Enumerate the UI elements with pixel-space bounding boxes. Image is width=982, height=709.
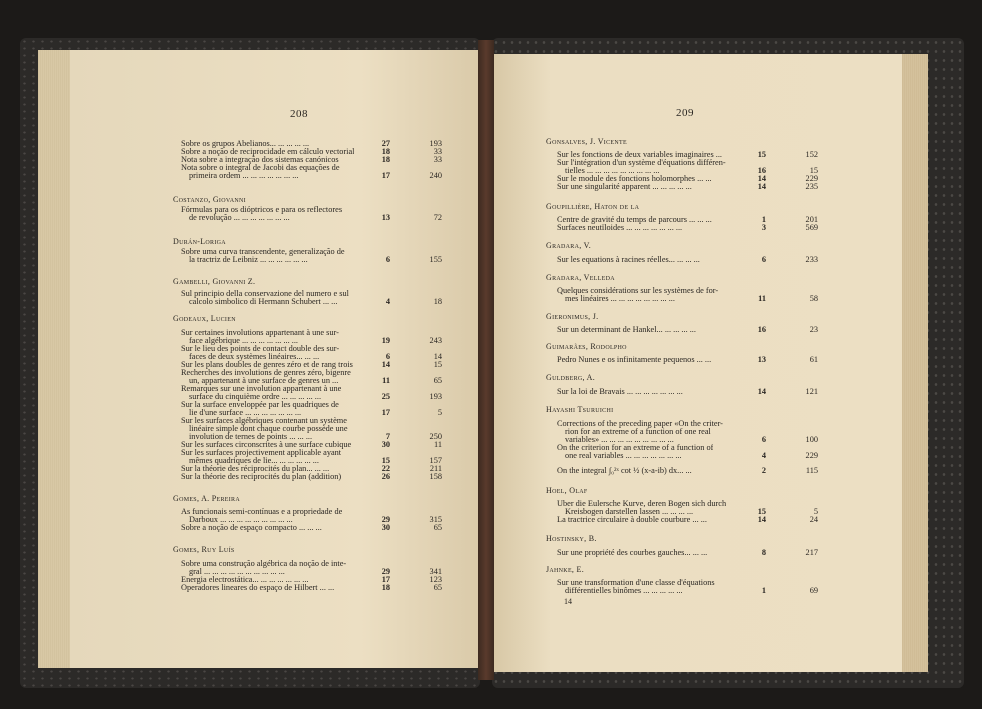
entry-page: 341 bbox=[429, 567, 442, 576]
entry-title: Quelques considérations sur les systèmes de for- bbox=[557, 287, 719, 295]
entry-title: Operadores lineares do espaço de Hilbert ... ... bbox=[181, 584, 335, 592]
entry-title: de revolução ... ... ... ... ... ... ... bbox=[189, 214, 290, 222]
entry-page: 235 bbox=[805, 182, 818, 191]
entry-volume: 4 bbox=[761, 451, 766, 460]
entry-volume: 18 bbox=[381, 583, 390, 592]
author-heading: Jahnke, E. bbox=[546, 565, 584, 574]
entry-title: Fórmulas para os dióptricos e para os reflectores bbox=[181, 206, 343, 214]
author-heading: Gieronimus, J. bbox=[546, 312, 599, 321]
entry-title: Sobre os grupos Abelianos... ... ... ... ... bbox=[181, 140, 310, 148]
entry-volume: 15 bbox=[757, 150, 766, 159]
entry-title: Sur la surface enveloppée par les quadriques de bbox=[181, 401, 339, 409]
entry-title: mes linéaires ... ... ... ... ... ... ... ... bbox=[565, 295, 675, 303]
entry-page: 193 bbox=[429, 139, 442, 148]
entry-volume: 18 bbox=[381, 155, 390, 164]
author-heading: Gradara, Velleda bbox=[546, 273, 615, 282]
entry-page: 72 bbox=[433, 213, 442, 222]
entry-page: 24 bbox=[809, 515, 818, 524]
entry-volume: 6 bbox=[385, 352, 390, 361]
entry-title: Uber die Eulersche Kurve, deren Bogen sich durch bbox=[557, 500, 727, 508]
entry-volume: 19 bbox=[381, 336, 390, 345]
entry-page: 18 bbox=[433, 297, 442, 306]
entry-page: 65 bbox=[433, 376, 442, 385]
entry-title: face algébrique ... ... ... ... ... ... ... bbox=[189, 337, 298, 345]
entry-title: Sur les fonctions de deux variables imaginaires ... bbox=[557, 151, 722, 159]
entry-title: Sobre a noção de espaço compacto ... ... ... bbox=[181, 524, 322, 532]
entry-title: Sobre a noção de reciprocidade em cálculo vectorial bbox=[181, 148, 355, 156]
entry-page: 33 bbox=[433, 147, 442, 156]
entry-volume: 2 bbox=[761, 466, 766, 475]
author-heading: Costanzo, Giovanni bbox=[173, 195, 246, 204]
entry-volume: 16 bbox=[757, 166, 766, 175]
entry-title: Sur les equations à racines réelles... ... ... ... bbox=[557, 256, 700, 264]
entry-title: Sur la théorie des réciprocités du plan... ... ... bbox=[181, 465, 330, 473]
entry-volume: 6 bbox=[761, 435, 766, 444]
author-heading: Guldberg, A. bbox=[546, 373, 596, 382]
index-entry bbox=[0, 356, 982, 365]
entry-volume: 14 bbox=[757, 174, 766, 183]
entry-title: Sur une propriété des courbes gauches... ... ... bbox=[557, 549, 708, 557]
entry-volume: 4 bbox=[385, 297, 390, 306]
entry-title: calcolo simbolico di Hermann Schubert ... ... bbox=[189, 298, 338, 306]
entry-page: 240 bbox=[429, 171, 442, 180]
entry-page: 158 bbox=[429, 472, 442, 481]
entry-page: 229 bbox=[805, 451, 818, 460]
entry-volume: 1 bbox=[761, 586, 766, 595]
index-entry bbox=[0, 516, 982, 525]
entry-title: Corrections of the preceding paper «On the criter- bbox=[557, 420, 723, 428]
entry-title: one real variables ... ... ... ... ... ... ... bbox=[565, 452, 682, 460]
author-heading: Godeaux, Lucien bbox=[173, 314, 236, 323]
author-heading: Gradara, V. bbox=[546, 241, 592, 250]
entry-page: 193 bbox=[429, 392, 442, 401]
entry-page: 123 bbox=[429, 575, 442, 584]
entry-title: Recherches des involutions de genres zéro, bigenre bbox=[181, 369, 351, 377]
entry-title: Darboux ... ... ... ... ... ... ... ... ... bbox=[189, 516, 293, 524]
author-heading: Gomes, Ruy Luís bbox=[173, 545, 235, 554]
entry-title: Energia electrostática... ... ... ... ... ... ... bbox=[181, 576, 309, 584]
entry-title: Sul principio della conservazione del numero e sul bbox=[181, 290, 349, 298]
entry-volume: 15 bbox=[381, 456, 390, 465]
entry-volume: 8 bbox=[761, 548, 766, 557]
entry-volume: 15 bbox=[757, 507, 766, 516]
entry-title: Sur les surfaces algébriques contenant un système bbox=[181, 417, 347, 425]
entry-volume: 6 bbox=[385, 255, 390, 264]
entry-title: On the integral ∫₀²ˣ cot ½ (x-a-ib) dx... ... bbox=[557, 467, 692, 475]
entry-title: tielles ... ... ... ... ... ... ... ... ... bbox=[565, 167, 660, 175]
entry-page: 155 bbox=[429, 255, 442, 264]
author-heading: Gomes, A. Pereira bbox=[173, 494, 240, 503]
entry-title: différentielles binômes ... ... ... ... ... bbox=[565, 587, 683, 595]
entry-title: linéaire simple dont chaque courbe possède une bbox=[189, 425, 348, 433]
entry-volume: 29 bbox=[381, 515, 390, 524]
entry-title: Sobre uma curva transcendente, generalização de bbox=[181, 248, 345, 256]
entry-volume: 13 bbox=[757, 355, 766, 364]
entry-page: 65 bbox=[433, 583, 442, 592]
entry-title: Nota sobre a integração dos sistemas canónicos bbox=[181, 156, 339, 164]
index-entry bbox=[0, 464, 982, 476]
entry-volume: 7 bbox=[385, 432, 390, 441]
entry-title: Remarques sur une involution appartenant à une bbox=[181, 385, 342, 393]
author-heading: Hoel, Olaf bbox=[546, 486, 588, 495]
entry-page: 23 bbox=[809, 325, 818, 334]
entry-volume: 30 bbox=[381, 523, 390, 532]
entry-title: Sur l'intégration d'un système d'équations différen- bbox=[557, 159, 726, 167]
author-heading: Gambelli, Giovanni Z. bbox=[173, 277, 256, 286]
entry-title: Sur les surfaces projectivement applicable ayant bbox=[181, 449, 342, 457]
entry-page: 69 bbox=[809, 586, 818, 595]
entry-title: la tractriz de Leibniz ... ... ... ... ... ... bbox=[189, 256, 308, 264]
right-page-number: 209 bbox=[676, 107, 694, 119]
entry-title: Surfaces neutïloides ... ... ... ... ... ... ... bbox=[557, 224, 683, 232]
entry-volume: 14 bbox=[757, 182, 766, 191]
entry-volume: 17 bbox=[381, 575, 390, 584]
entry-volume: 14 bbox=[381, 360, 390, 369]
entry-page: 15 bbox=[433, 360, 442, 369]
index-entry bbox=[0, 452, 982, 461]
entry-page: 5 bbox=[437, 408, 442, 417]
signature-mark: 14 bbox=[564, 597, 572, 606]
entry-title: Sur la loi de Bravais ... ... ... ... ... ... ... bbox=[557, 388, 683, 396]
entry-page: 58 bbox=[809, 294, 818, 303]
entry-page: 14 bbox=[433, 352, 442, 361]
entry-title: On the criterion for an extreme of a function of bbox=[557, 444, 714, 452]
entry-page: 315 bbox=[429, 515, 442, 524]
entry-page: 15 bbox=[809, 166, 818, 175]
entry-page: 217 bbox=[805, 548, 818, 557]
entry-title: Centre de gravité du temps de parcours ... ... ... bbox=[557, 216, 712, 224]
entry-title: involution de ternes de points ... ... ... bbox=[189, 433, 313, 441]
entry-volume: 25 bbox=[381, 392, 390, 401]
entry-title: Sobre uma construção algébrica da noção de inte- bbox=[181, 560, 347, 568]
entry-title: Sur un determinant de Hankel... ... ... ... ... bbox=[557, 326, 696, 334]
entry-page: 201 bbox=[805, 215, 818, 224]
index-entry bbox=[0, 587, 982, 596]
entry-title: Sur le module des fonctions holomorphes ... ... bbox=[557, 175, 712, 183]
entry-page: 11 bbox=[434, 440, 442, 449]
entry-title: rion for an extreme of a function of one real bbox=[565, 428, 711, 436]
entry-page: 250 bbox=[429, 432, 442, 441]
entry-volume: 13 bbox=[381, 213, 390, 222]
author-heading: Guimarães, Rodolpho bbox=[546, 342, 627, 351]
entry-title: Sur une singularité apparent ... ... ... ... ... bbox=[557, 183, 692, 191]
index-entry bbox=[0, 549, 982, 558]
entry-title: gral ... ... ... ... ... ... ... ... ... ... bbox=[189, 568, 285, 576]
entry-volume: 30 bbox=[381, 440, 390, 449]
entry-page: 65 bbox=[433, 523, 442, 532]
entry-page: 61 bbox=[809, 355, 818, 364]
entry-volume: 18 bbox=[381, 147, 390, 156]
entry-title: Sur les surfaces circonscrites à une surface cubique bbox=[181, 441, 352, 449]
author-heading: Goupillière, Haton de la bbox=[546, 202, 640, 211]
index-entry bbox=[0, 388, 982, 397]
index-entry bbox=[0, 295, 982, 304]
entry-volume: 16 bbox=[757, 325, 766, 334]
entry-page: 115 bbox=[805, 466, 818, 475]
entry-volume: 1 bbox=[761, 215, 766, 224]
entry-title: La tractrice circulaire à double courbure ... ... bbox=[557, 516, 707, 524]
entry-volume: 22 bbox=[381, 464, 390, 473]
entry-volume: 14 bbox=[757, 515, 766, 524]
entry-page: 121 bbox=[805, 387, 818, 396]
entry-title: Kreisbogen darstellen lassen ... ... ... ... bbox=[565, 508, 694, 516]
entry-title: mêmes quadriques de lie... ... ... ... ... ... bbox=[189, 457, 319, 465]
entry-page: 211 bbox=[429, 464, 442, 473]
author-heading: Durán-Loriga bbox=[173, 237, 226, 246]
entry-title: lie d'une surface ... ... ... ... ... ... ... bbox=[189, 409, 302, 417]
author-heading: Hostinsky, B. bbox=[546, 534, 597, 543]
entry-volume: 26 bbox=[381, 472, 390, 481]
index-entry bbox=[0, 183, 982, 192]
entry-page: 229 bbox=[805, 174, 818, 183]
entry-page: 157 bbox=[429, 456, 442, 465]
entry-title: Sur le lieu des points de contact double des sur- bbox=[181, 345, 340, 353]
entry-volume: 17 bbox=[381, 171, 390, 180]
entry-title: Sur certaines involutions appartenant à une sur- bbox=[181, 329, 339, 337]
index-entry bbox=[0, 326, 982, 335]
index-entry bbox=[0, 224, 982, 233]
entry-page: 233 bbox=[805, 255, 818, 264]
entry-title: variables» ... ... ... ... ... ... ... ... ... bbox=[565, 436, 674, 444]
entry-title: Sur une transformation d'une classe d'équations bbox=[557, 579, 715, 587]
entry-title: Nota sobre o integral de Jacobi das equações de bbox=[181, 164, 340, 172]
left-page-number: 208 bbox=[290, 108, 308, 120]
entry-volume: 14 bbox=[757, 387, 766, 396]
entry-title: primeira ordem ... ... ... ... ... ... ... bbox=[189, 172, 299, 180]
entry-volume: 3 bbox=[761, 223, 766, 232]
entry-page: 152 bbox=[805, 150, 818, 159]
entry-page: 5 bbox=[813, 507, 818, 516]
entry-volume: 29 bbox=[381, 567, 390, 576]
entry-title: un, appartenant à une surface de genres un ... bbox=[189, 377, 339, 385]
entry-volume: 11 bbox=[758, 294, 766, 303]
entry-volume: 27 bbox=[381, 139, 390, 148]
entry-volume: 11 bbox=[382, 376, 390, 385]
entry-volume: 17 bbox=[381, 408, 390, 417]
entry-page: 33 bbox=[433, 155, 442, 164]
entry-title: As funcionais semi-contínuas e a propriedade de bbox=[181, 508, 343, 516]
entry-title: faces de deux systèmes linéaires... ... ... bbox=[189, 353, 320, 361]
entry-page: 100 bbox=[805, 435, 818, 444]
entry-title: Pedro Nunes e os infinitamente pequenos ... ... bbox=[557, 356, 712, 364]
index-entry bbox=[0, 256, 982, 265]
entry-title: Sur la théorie des reciprocités du plan (addition) bbox=[181, 473, 342, 481]
author-heading: Gonsalves, J. Vicente bbox=[546, 137, 627, 146]
entry-volume: 6 bbox=[761, 255, 766, 264]
entry-title: Sur les plans doubles de genres zéro et de rang trois bbox=[181, 361, 353, 369]
entry-title: surface du cinquième ordre ... ... ... ... ... bbox=[189, 393, 322, 401]
entry-page: 243 bbox=[429, 336, 442, 345]
author-heading: Hayashi Tsuruichi bbox=[546, 405, 614, 414]
entry-page: 569 bbox=[805, 223, 818, 232]
